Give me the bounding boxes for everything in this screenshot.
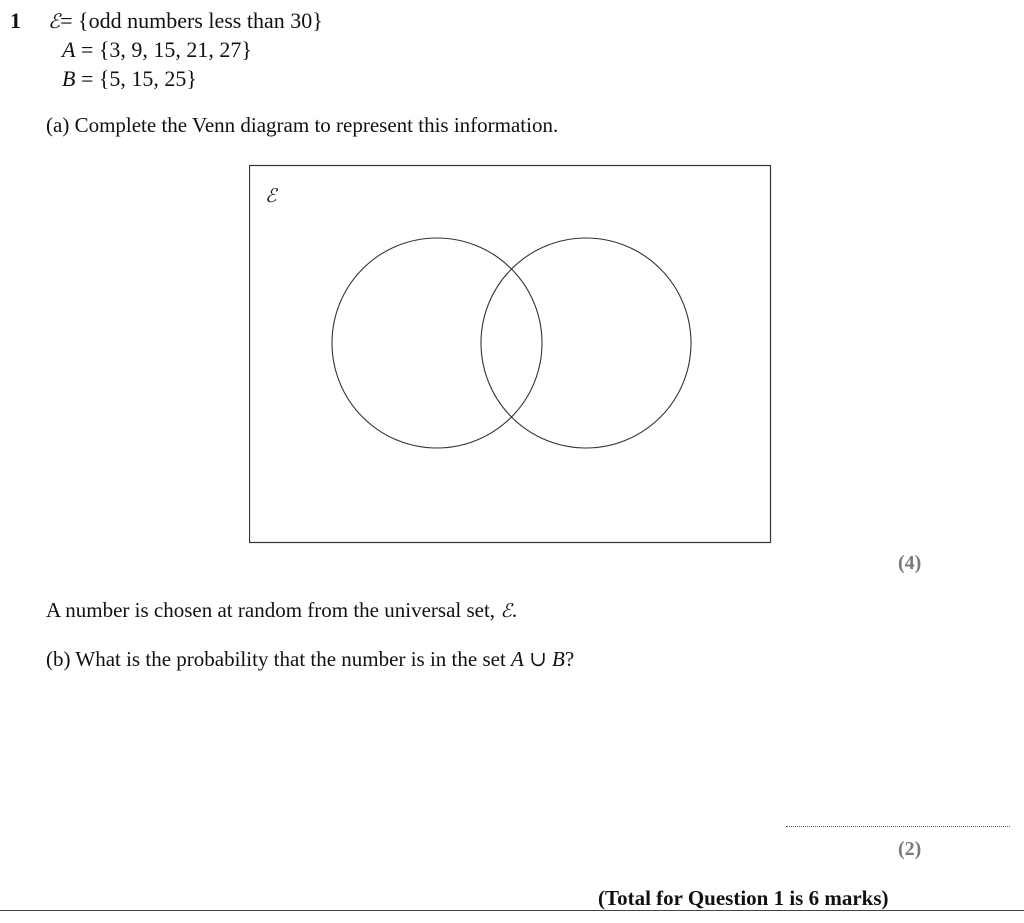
universal-set-rectangle	[250, 166, 771, 543]
set-a-name: A	[62, 37, 76, 62]
part-b-marks: (2)	[898, 838, 922, 860]
universal-set-text: = {odd numbers less than 30}	[60, 8, 323, 33]
set-b-name: B	[62, 66, 76, 91]
set-a-definition	[62, 37, 252, 63]
part-b-intro-end: .	[511, 598, 518, 622]
part-b-text-start: What is the probability that the number is in the set	[75, 647, 512, 671]
part-b-union: ∪	[523, 647, 552, 671]
set-b-elements: = {5, 15, 25}	[75, 66, 197, 91]
question-total: (Total for Question 1 is 6 marks)	[598, 886, 889, 910]
part-a-text: Complete the Venn diagram to represent this information.	[74, 113, 559, 137]
venn-diagram[interactable]	[249, 164, 773, 545]
part-b-question	[46, 647, 574, 672]
bottom-divider	[0, 910, 1024, 911]
universal-set-symbol: ℰ	[48, 9, 61, 33]
part-b-set-a: A	[511, 647, 524, 671]
part-a-marks: (4)	[898, 552, 922, 574]
set-b-definition	[62, 66, 197, 92]
part-b-intro	[46, 598, 517, 623]
universal-set-definition	[48, 8, 323, 34]
part-b-intro-text: A number is chosen at random from the universal set,	[46, 598, 496, 622]
set-a-elements: = {3, 9, 15, 21, 27}	[75, 37, 252, 62]
part-b-intro-symbol: ℰ	[500, 600, 512, 622]
diagram-universal-symbol: ℰ	[265, 185, 277, 207]
question-number: 1	[10, 8, 21, 33]
part-b-set-b: B	[551, 647, 565, 671]
answer-line[interactable]	[786, 826, 1010, 827]
part-a-instruction	[46, 113, 558, 138]
part-b-text-end: ?	[564, 647, 575, 671]
part-a-label: (a)	[46, 113, 70, 137]
part-b-label: (b)	[46, 647, 71, 671]
